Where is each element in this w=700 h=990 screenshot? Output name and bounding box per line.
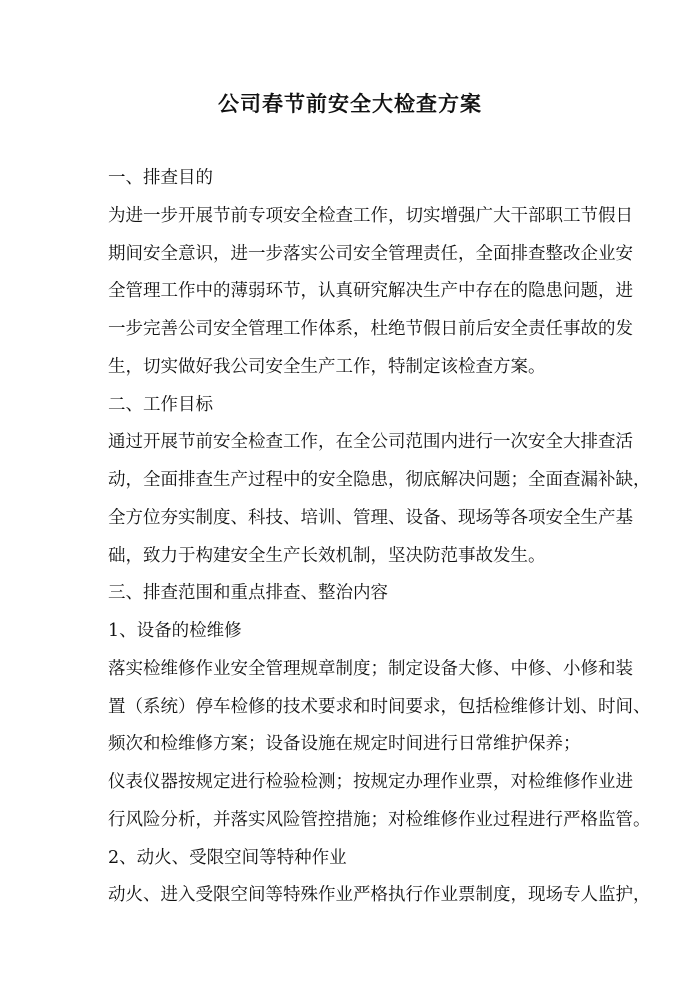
subheading-special-work: 2、动火、受限空间等特种作业 [108, 848, 347, 868]
paragraph-line: 通过开展节前安全检查工作，在全公司范围内进行一次安全大排查活 [108, 432, 633, 452]
paragraph-line: 生，切实做好我公司安全生产工作，特制定该检查方案。 [108, 357, 546, 377]
paragraph-line: 期间安全意识，进一步落实公司安全管理责任，全面排查整改企业安 [108, 244, 633, 264]
paragraph-line: 行风险分析，并落实风险管控措施；对检维修作业过程进行严格监管。 [108, 810, 651, 830]
subheading-maintenance: 1、设备的检维修 [108, 621, 242, 641]
paragraph-line: 仪表仪器按规定进行检验检测；按规定办理作业票，对检维修作业进 [108, 772, 633, 792]
paragraph-line: 置（系统）停车检修的技术要求和时间要求，包括检维修计划、时间、 [108, 697, 651, 717]
paragraph-line: 动火、进入受限空间等特殊作业严格执行作业票制度，现场专人监护， [108, 885, 651, 905]
paragraph-line: 为进一步开展节前专项安全检查工作，切实增强广大干部职工节假日 [108, 206, 633, 226]
paragraph-line: 动，全面排查生产过程中的安全隐患，彻底解决问题；全面查漏补缺， [108, 470, 651, 490]
paragraph-line: 全管理工作中的薄弱环节，认真研究解决生产中存在的隐患问题，进 [108, 281, 633, 301]
heading-purpose: 一、排查目的 [108, 168, 213, 188]
heading-goals: 二、工作目标 [108, 395, 213, 415]
heading-scope: 三、排查范围和重点排查、整治内容 [108, 583, 388, 603]
document-title: 公司春节前安全大检查方案 [218, 91, 482, 116]
paragraph-line: 础，致力于构建安全生产长效机制，坚决防范事故发生。 [108, 546, 546, 566]
paragraph-line: 频次和检维修方案；设备设施在规定时间进行日常维护保养； [108, 734, 581, 754]
paragraph-line: 全方位夯实制度、科技、培训、管理、设备、现场等各项安全生产基 [108, 508, 633, 528]
paragraph-line: 一步完善公司安全管理工作体系，杜绝节假日前后安全责任事故的发 [108, 319, 633, 339]
paragraph-line: 落实检维修作业安全管理规章制度；制定设备大修、中修、小修和装 [108, 659, 633, 679]
